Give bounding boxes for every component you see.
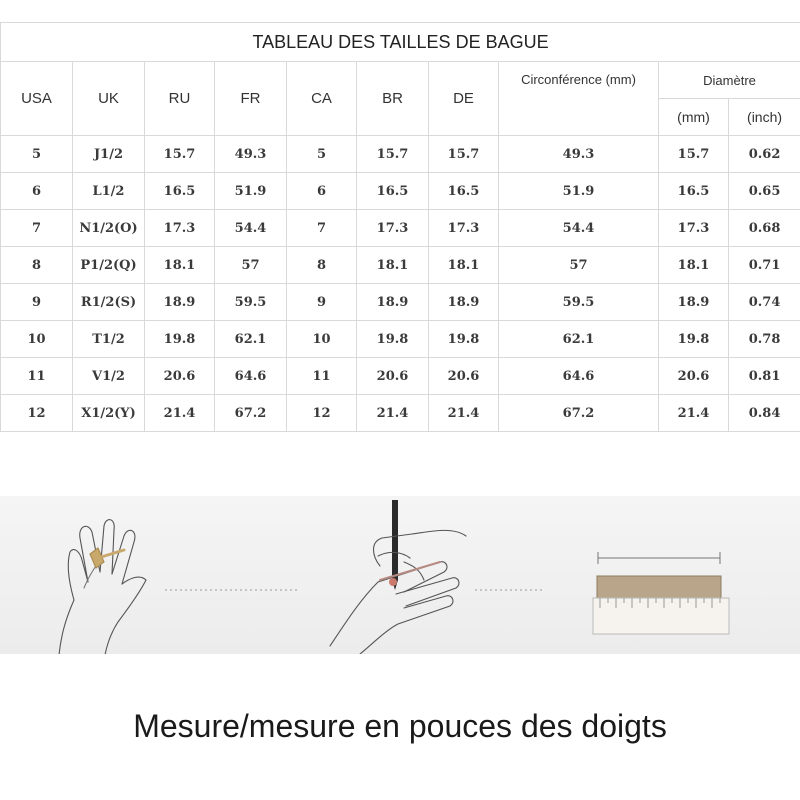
table-row [1,173,800,210]
cell-ca: 6 [287,173,357,210]
cell-ru: 18.1 [145,247,215,284]
cell-br: 19.8 [357,321,429,358]
cell-fr: 64.6 [215,358,287,395]
cell-ca: 7 [287,210,357,247]
cell-uk: X1/2(Y) [73,395,145,432]
cell-de: 16.5 [429,173,499,210]
cell-ru: 18.9 [145,284,215,321]
cell-diameter-mm: 16.5 [659,173,729,210]
table-row [1,395,800,432]
cell-diameter-mm: 19.8 [659,321,729,358]
cell-ca: 8 [287,247,357,284]
cell-de: 20.6 [429,358,499,395]
cell-usa: 7 [1,210,73,247]
header-ca: CA [287,62,357,136]
cell-diameter-mm: 21.4 [659,395,729,432]
header-uk: UK [73,62,145,136]
cell-ru: 15.7 [145,136,215,173]
cell-ca: 9 [287,284,357,321]
cell-de: 19.8 [429,321,499,358]
cell-circumference: 57 [499,247,659,284]
cell-fr: 51.9 [215,173,287,210]
cell-uk: R1/2(S) [73,284,145,321]
cell-uk: N1/2(O) [73,210,145,247]
cell-de: 17.3 [429,210,499,247]
hand-marking-strip-with-pen-icon [330,500,466,654]
cell-uk: J1/2 [73,136,145,173]
cell-uk: L1/2 [73,173,145,210]
cell-ru: 16.5 [145,173,215,210]
cell-diameter-inch: 0.65 [729,173,800,210]
cell-circumference: 54.4 [499,210,659,247]
cell-fr: 67.2 [215,395,287,432]
cell-circumference: 67.2 [499,395,659,432]
cell-diameter-inch: 0.84 [729,395,800,432]
cell-fr: 54.4 [215,210,287,247]
cell-usa: 8 [1,247,73,284]
cell-usa: 12 [1,395,73,432]
cell-fr: 49.3 [215,136,287,173]
hand-with-wrapped-strip-icon [58,520,146,654]
cell-diameter-inch: 0.62 [729,136,800,173]
header-diameter: Diamètre [659,62,800,99]
cell-circumference: 51.9 [499,173,659,210]
cell-fr: 62.1 [215,321,287,358]
cell-br: 21.4 [357,395,429,432]
pen-icon [392,500,398,580]
cell-ca: 5 [287,136,357,173]
measurement-steps [0,496,800,654]
cell-diameter-mm: 18.9 [659,284,729,321]
cell-uk: T1/2 [73,321,145,358]
cell-br: 18.1 [357,247,429,284]
cell-diameter-inch: 0.74 [729,284,800,321]
header-de: DE [429,62,499,136]
ring-size-table [0,22,800,432]
cell-br: 18.9 [357,284,429,321]
cell-br: 17.3 [357,210,429,247]
header-ru: RU [145,62,215,136]
table-title: TABLEAU DES TAILLES DE BAGUE [1,23,800,62]
cell-ru: 21.4 [145,395,215,432]
table-row [1,210,800,247]
cell-circumference: 49.3 [499,136,659,173]
cell-diameter-inch: 0.71 [729,247,800,284]
cell-circumference: 62.1 [499,321,659,358]
cell-diameter-inch: 0.78 [729,321,800,358]
cell-uk: V1/2 [73,358,145,395]
cell-de: 21.4 [429,395,499,432]
cell-diameter-mm: 15.7 [659,136,729,173]
table-row [1,247,800,284]
cell-br: 16.5 [357,173,429,210]
table-row [1,358,800,395]
header-circumference: Circonférence (mm) [499,62,659,136]
cell-diameter-inch: 0.81 [729,358,800,395]
paper-strip [597,576,721,598]
ruler [593,598,729,634]
header-fr: FR [215,62,287,136]
cell-de: 18.9 [429,284,499,321]
measurement-illustration [0,496,800,654]
cell-circumference: 59.5 [499,284,659,321]
cell-fr: 57 [215,247,287,284]
cell-diameter-inch: 0.68 [729,210,800,247]
cell-uk: P1/2(Q) [73,247,145,284]
cell-ru: 20.6 [145,358,215,395]
subheader-diameter-mm: (mm) [659,99,729,136]
cell-usa: 10 [1,321,73,358]
cell-ca: 11 [287,358,357,395]
cell-de: 18.1 [429,247,499,284]
subheader-diameter-inch: (inch) [729,99,800,136]
cell-de: 15.7 [429,136,499,173]
cell-circumference: 64.6 [499,358,659,395]
cell-ca: 10 [287,321,357,358]
cell-usa: 5 [1,136,73,173]
cell-fr: 59.5 [215,284,287,321]
table-row [1,136,800,173]
strip-on-ruler-icon [593,552,729,634]
table-row [1,284,800,321]
caption: Mesure/mesure en pouces des doigts [133,708,667,744]
cell-ru: 19.8 [145,321,215,358]
cell-diameter-mm: 18.1 [659,247,729,284]
cell-ru: 17.3 [145,210,215,247]
cell-diameter-mm: 20.6 [659,358,729,395]
cell-usa: 9 [1,284,73,321]
table-row [1,321,800,358]
cell-usa: 11 [1,358,73,395]
cell-br: 20.6 [357,358,429,395]
table-body [1,136,800,432]
cell-usa: 6 [1,173,73,210]
cell-br: 15.7 [357,136,429,173]
cell-diameter-mm: 17.3 [659,210,729,247]
header-usa: USA [1,62,73,136]
cell-ca: 12 [287,395,357,432]
header-br: BR [357,62,429,136]
